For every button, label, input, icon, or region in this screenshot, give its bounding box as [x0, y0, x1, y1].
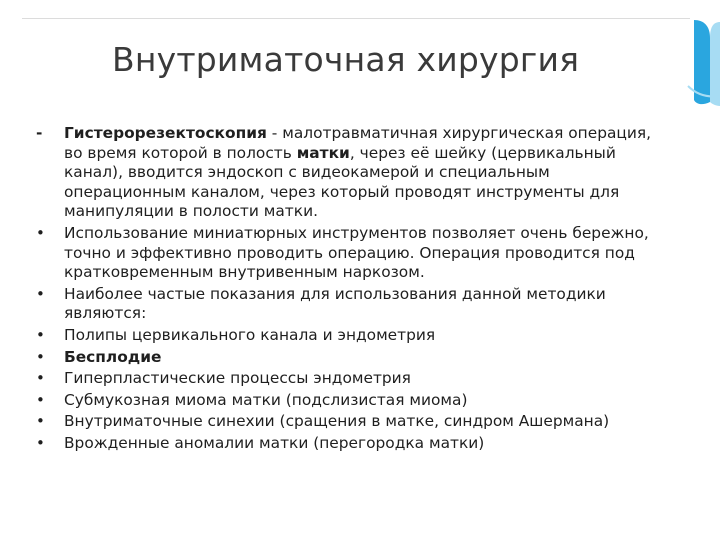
bullet-marker: • — [36, 347, 45, 366]
item-text: Внутриматочные синехии (сращения в матке, синдром Ашермана) — [64, 412, 610, 431]
list-item — [32, 434, 672, 454]
item-text: , через её шейку (цервикальный канал), вводится эндоскоп с видеокамерой и специальным операционным каналом, через который проводят инструменты для манипуляции в полости матки. — [64, 143, 620, 221]
bullet-marker: • — [36, 284, 45, 303]
list-item — [32, 348, 672, 368]
list-item — [32, 285, 672, 324]
item-text-bold: Бесплодие — [64, 347, 162, 366]
term-bold: Гистерорезектоскопия — [64, 124, 267, 142]
list-item — [32, 369, 672, 389]
bullet-marker: • — [36, 223, 45, 242]
bullet-marker: • — [36, 433, 45, 452]
item-text: Использование миниатюрных инструментов позволяет очень бережно, точно и эффективно проводить операцию. Операция проводится под кратковременным внутривенным наркозом. — [64, 223, 649, 282]
slide-title: Внутриматочная хирургия — [112, 40, 580, 79]
item-text: - малотравматичная хирургическая операция, во время которой в полость — [64, 124, 652, 162]
list-item — [32, 326, 672, 346]
item-text: Врожденные аномалии матки (перегородка матки) — [64, 433, 485, 452]
item-text: Субмукозная миома матки (подслизистая миома) — [64, 390, 468, 409]
bold-word: матки — [296, 143, 350, 162]
bullet-marker: • — [36, 412, 45, 431]
list-item — [32, 224, 672, 283]
bullet-marker: • — [36, 390, 45, 409]
item-text: Полипы цервикального канала и эндометрия — [64, 325, 436, 344]
list-item — [32, 391, 672, 411]
top-divider-line — [22, 18, 690, 19]
list-item — [32, 124, 672, 222]
list-item — [32, 412, 672, 432]
content-list — [32, 124, 672, 456]
item-text: Наиболее частые показания для использования данной методики являются: — [64, 284, 606, 323]
corner-decoration — [684, 16, 720, 108]
item-text: Гиперпластические процессы эндометрия — [64, 369, 411, 388]
dash-marker: - — [36, 124, 43, 142]
bullet-marker: • — [36, 369, 45, 388]
bullet-marker: • — [36, 325, 45, 344]
